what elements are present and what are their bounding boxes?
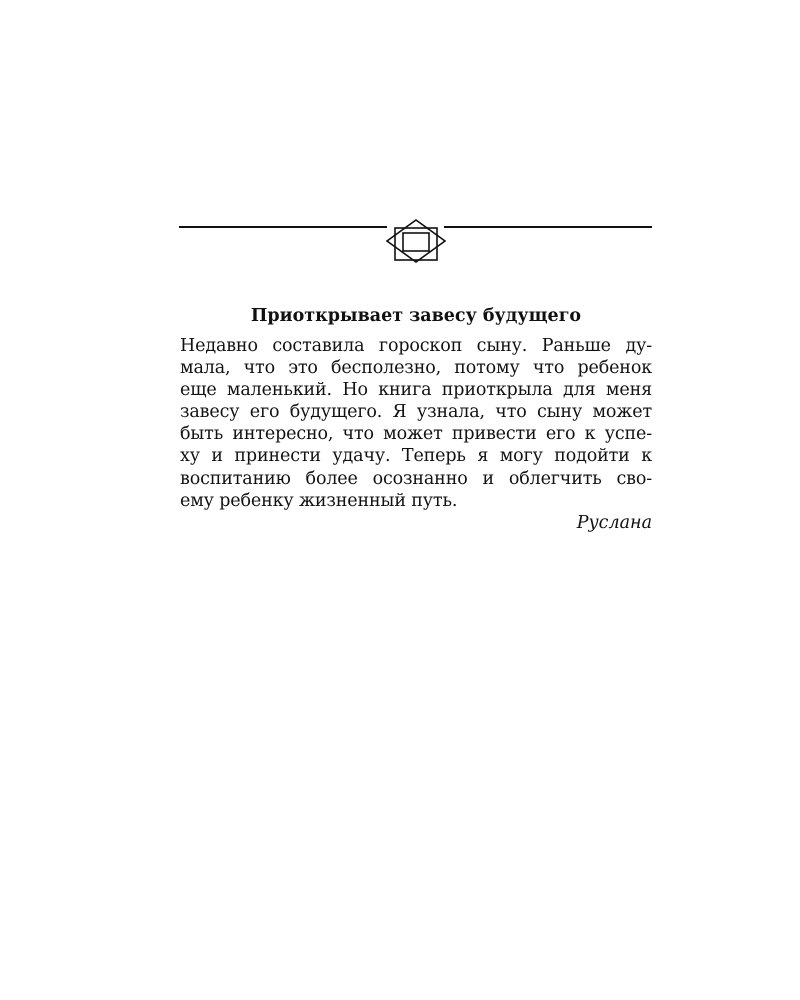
testimonial-title: Приоткрывает завесу будущего: [250, 306, 582, 326]
testimonial-block: [180, 301, 652, 534]
diamond-square-ornament-icon: [179, 216, 652, 266]
ornament-inner-square: [403, 233, 429, 251]
body-line: завесу его будущего. Я узнала, что сыну может: [180, 402, 652, 423]
body-line: воспитанию более осознанно и облегчить сво-: [180, 468, 652, 489]
body-line: ему ребенку жизненный путь.: [180, 490, 458, 511]
ornament-divider: [179, 216, 652, 266]
body-line: ху и принести удачу. Теперь я могу подойти к: [180, 446, 652, 467]
body-line: мала, что это бесполезно, потому что ребенок: [180, 358, 652, 379]
body-line: Недавно составила гороскоп сыну. Раньше ду-: [180, 336, 652, 356]
testimonial-body: [180, 335, 652, 512]
author-signature: Руслана: [576, 512, 652, 533]
body-line: еще маленький. Но книга приоткрыла для меня: [180, 380, 652, 401]
body-line: быть интересно, что может привести его к успе-: [180, 424, 652, 445]
